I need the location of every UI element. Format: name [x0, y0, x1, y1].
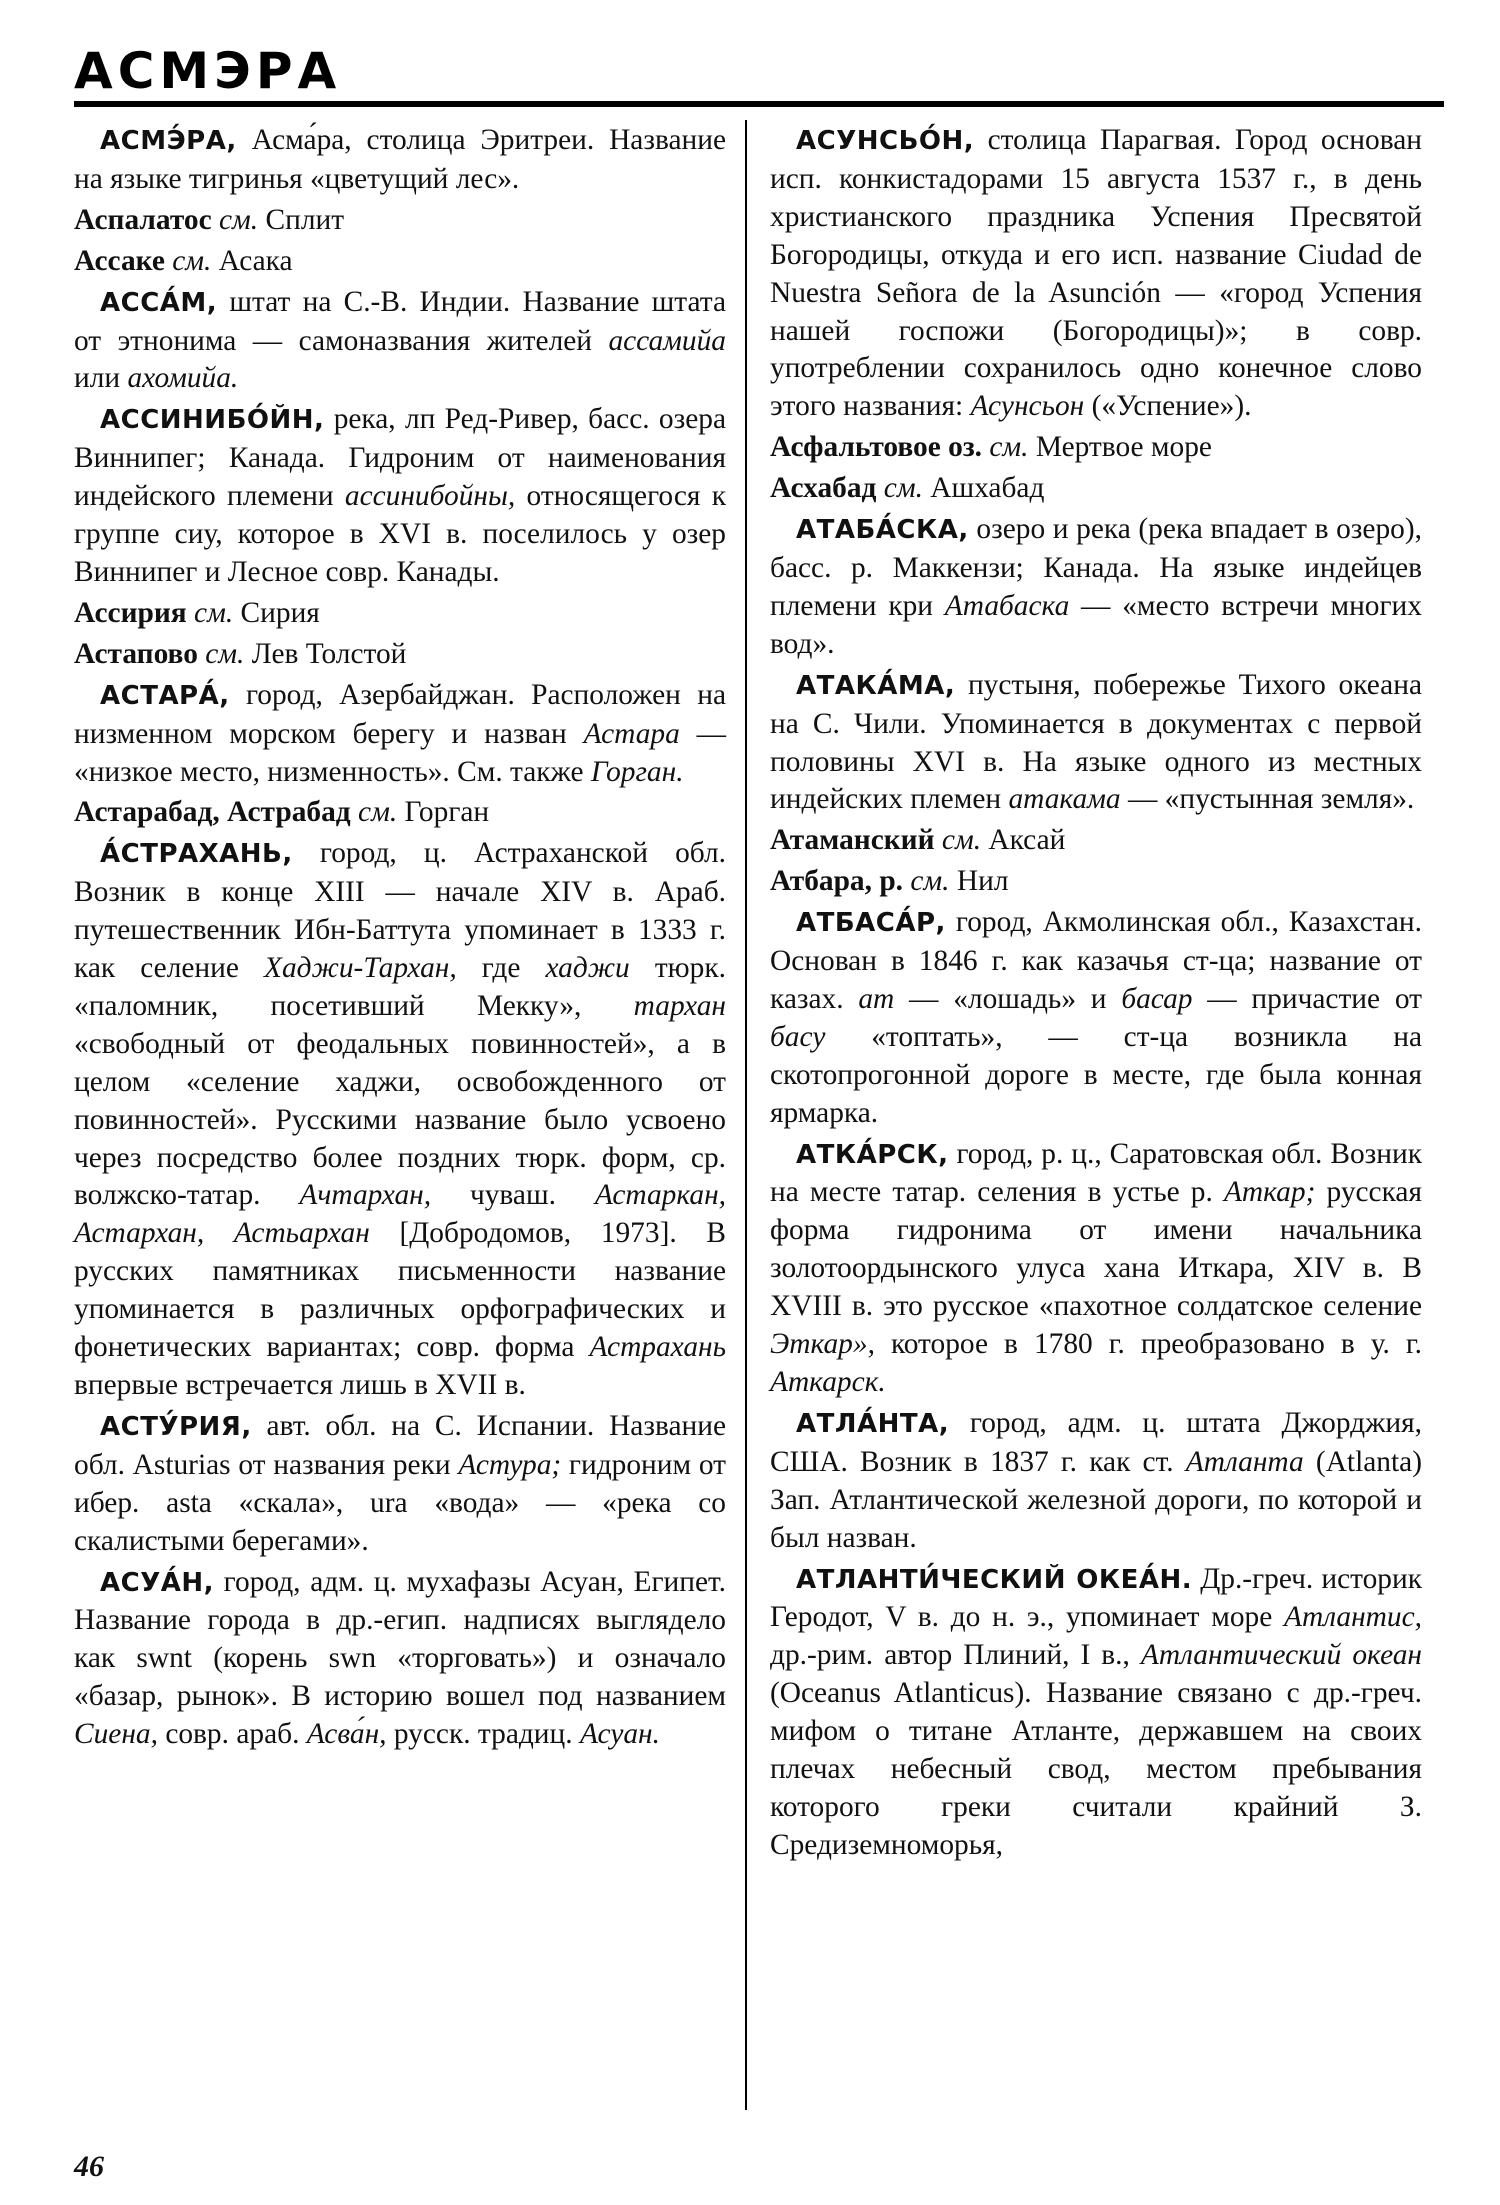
- body-text: (Oceanus Atlanticus). Название связано с др.-греч. мифом о титане Атланте, державшем на своих плечах небесный свод, местом пребывания которого греки считали крайний З. Средиземноморья,: [770, 1677, 1422, 1861]
- cross-reference-entry: [74, 243, 726, 281]
- headword: АСМЭ́РА,: [100, 126, 237, 156]
- italic-text: тархан: [633, 989, 726, 1022]
- xref-term: Асфальтовое оз.: [770, 431, 982, 464]
- italic-text: см.: [350, 796, 398, 829]
- body-text: Мертвое море: [1028, 431, 1212, 464]
- body-text: где: [456, 952, 546, 985]
- xref-term: Атбара, р.: [770, 865, 904, 898]
- body-text: др.-рим. автор Плиний, I в.,: [770, 1639, 1141, 1672]
- italic-text: Астара: [583, 717, 680, 750]
- headword: АТБАСА́Р,: [796, 908, 946, 939]
- body-text: Др.-греч. историк Геродот, V в. до н. э., упоминает море: [770, 1562, 1422, 1634]
- italic-text: Атланта: [1185, 1445, 1304, 1478]
- italic-text: басар: [1121, 982, 1193, 1015]
- dictionary-entry: [770, 511, 1422, 664]
- headword: АССА́М,: [100, 287, 218, 318]
- body-text: — «место встречи многих вод».: [770, 589, 1422, 660]
- body-text: совр. араб.: [157, 1718, 307, 1751]
- body-text: — «пустынная земля».: [1120, 783, 1415, 816]
- body-text: русск. традиц.: [386, 1718, 580, 1751]
- cross-reference-entry: [74, 636, 726, 674]
- body-text: [Добродомов, 1973]. В русских памятниках письменности название упоминается в различных орфографических и фонетических вариантах; совр. форма: [74, 1217, 726, 1364]
- body-text: — «лошадь» и: [894, 982, 1122, 1015]
- body-text: чуваш.: [431, 1179, 595, 1212]
- xref-term: Атаманский: [770, 824, 935, 857]
- italic-text: Ачтархан,: [299, 1179, 432, 1212]
- italic-text: Асунсьон: [970, 390, 1085, 423]
- italic-text: Астура;: [458, 1448, 562, 1481]
- body-text: штат на С.-В. Индии. Название штата от этнонима — самоназвания жителей: [74, 285, 726, 357]
- cross-reference-entry: [770, 822, 1422, 860]
- cross-reference-entry: [770, 429, 1422, 467]
- italic-text: ассамийа: [608, 324, 726, 357]
- headword: А́СТРАХАНЬ,: [100, 839, 293, 870]
- cross-reference-entry: [74, 794, 726, 832]
- body-text: столица Парагвая. Город основан исп. конкистадорами 15 августа 1537 г., в день христианского праздника Успения Пресвятой Богородицы, откуда и его исп. название Ciudad de Nuestra Señora de la Asunción — «город Успения нашей госпожи (Богородицы)»; в совр. употреблении сохранилось одно конечное слово этого названия:: [770, 124, 1422, 423]
- italic-text: ат: [858, 982, 895, 1015]
- body-text: город, р. ц., Саратовская обл. Возник на месте татар. селения в устье р.: [770, 1137, 1422, 1209]
- body-text: река, лп Ред-Ривер, басс. озера Виннипег; Канада. Гидроним от наименования индейского племени: [74, 403, 726, 513]
- cross-reference-entry: [74, 595, 726, 633]
- column-divider: [745, 120, 747, 2110]
- body-text: — причастие от: [1192, 982, 1422, 1015]
- italic-text: хаджи: [545, 952, 630, 985]
- body-text: город, Азербайджан. Расположен на низменном морском берегу и назван: [74, 678, 726, 750]
- italic-text: Атлантический океан: [1140, 1639, 1422, 1672]
- italic-text: Хаджи-Тархан,: [264, 952, 457, 985]
- dictionary-entry: [770, 1405, 1422, 1558]
- body-text: авт. обл. на С. Испании. Название обл. Asturias от названия реки: [74, 1409, 726, 1481]
- headword: АСУНСЬО́Н,: [796, 126, 975, 156]
- body-text: русская форма гидронима от имени начальника золотоордынского улуса хана Иткара, XIV в. В XVIII в. это русское «пахотное солдатское селение: [770, 1176, 1422, 1323]
- body-text: (Atlanta) Зап. Атлантической железной дороги, по которой и был назван.: [770, 1445, 1422, 1554]
- headword: АТЛА́НТА,: [796, 1408, 950, 1439]
- body-text: «свободный от феодальных повинностей», а в целом «селение хаджи, освобожденного от повинностей». Русскими название было усвоено через посредство более поздних тюрк. форм, ср. волжско-татар.: [74, 1027, 726, 1212]
- body-text: впервые встречается лишь в XVII в.: [74, 1369, 526, 1401]
- italic-text: см.: [981, 431, 1029, 464]
- headword: АТЛАНТИ́ЧЕСКИЙ ОКЕА́Н.: [796, 1564, 1193, 1595]
- italic-text: Аткарск.: [770, 1366, 886, 1398]
- body-text: город, адм. ц. штата Джорджия, США. Возник в 1837 г. как ст.: [770, 1406, 1422, 1478]
- body-text: которое в 1780 г. преобразовано в у. г.: [874, 1328, 1422, 1361]
- dictionary-entry: [74, 122, 726, 199]
- xref-term: Ассаке: [74, 244, 165, 277]
- body-text: Лев Толстой: [244, 637, 407, 670]
- headword: АССИНИБО́ЙН,: [100, 405, 325, 436]
- dictionary-entry: [770, 667, 1422, 820]
- headword: АТКА́РСК,: [796, 1139, 949, 1170]
- dictionary-entry: [770, 1136, 1422, 1402]
- body-text: — «низкое место, низменность». См. также: [74, 717, 726, 788]
- cross-reference-entry: [770, 863, 1422, 901]
- dictionary-entry: [74, 835, 726, 1405]
- body-text: Сирия: [233, 596, 320, 629]
- body-text: или: [74, 362, 128, 395]
- italic-text: Атабаска: [944, 589, 1070, 622]
- body-text: озеро и река (река впадает в озеро), басс. р. Маккензи; Канада. На языке индейцев племени кри: [770, 513, 1422, 622]
- right-column: [770, 122, 1422, 1868]
- xref-term: Астапово: [74, 637, 198, 670]
- italic-text: Аткар;: [1223, 1176, 1316, 1209]
- dictionary-entry: [74, 1408, 726, 1561]
- body-text: пустыня, побережье Тихого океана на С. Чили. Упоминается в документах с первой половины XVI в. На языке одного из местных индейских племен: [770, 668, 1422, 816]
- xref-term: Асхабад: [770, 472, 877, 505]
- dictionary-entry: [770, 122, 1422, 426]
- dictionary-entry: [74, 1564, 726, 1755]
- left-column: [74, 122, 726, 1757]
- italic-text: см.: [934, 824, 982, 857]
- body-text: тюрк. «паломник, посетивший Мекку»,: [74, 952, 726, 1022]
- italic-text: басу: [770, 1020, 826, 1053]
- italic-text: Астаркан, Астархан, Астьархан: [74, 1179, 727, 1250]
- body-text: Асма́ра, столица Эритреи. Название на языке тигринья «цветущий лес».: [74, 124, 726, 195]
- body-text: город, адм. ц. мухафазы Асуан, Египет. Название города в др.-егип. надписях выглядело как swnt (корень swn «торговать») и означало «базар, рынок». В историю вошел под названием: [74, 1565, 726, 1713]
- cross-reference-entry: [74, 202, 726, 240]
- xref-term: Астарабад, Астрабад: [74, 796, 351, 829]
- dictionary-entry: [74, 401, 726, 592]
- body-text: Нил: [949, 865, 1009, 898]
- headword: АСУА́Н,: [100, 1567, 215, 1598]
- italic-text: ассинибойны,: [344, 480, 516, 513]
- dictionary-entry: [770, 904, 1422, 1132]
- body-text: город, Акмолинская обл., Казахстан. Основан в 1846 г. как казачья ст-ца; название от казах.: [770, 906, 1422, 1015]
- page-number: 46: [74, 2150, 104, 2183]
- italic-text: см.: [903, 865, 950, 898]
- italic-text: Сиена,: [74, 1718, 158, 1751]
- italic-text: ахомийа.: [127, 362, 239, 395]
- italic-text: см.: [876, 472, 923, 505]
- body-text: относящегося к группе сиу, которое в XVI в. поселилось у озер Виннипег и Лесное совр. Канады.: [74, 480, 726, 588]
- headword: АТАБА́СКА,: [796, 515, 969, 546]
- italic-text: см.: [211, 203, 259, 236]
- headword: АСТАРА́,: [100, 680, 230, 711]
- italic-text: см.: [197, 637, 245, 670]
- italic-text: Горган.: [590, 755, 684, 788]
- dictionary-entry: [74, 284, 726, 399]
- body-text: гидроним от ибер. asta «скала», ura «вода» — «река со скалистыми берегами».: [74, 1448, 726, 1557]
- italic-text: Асва́н,: [306, 1718, 387, 1751]
- xref-term: Аспалатос: [74, 203, 212, 236]
- italic-text: Асуан.: [579, 1718, 660, 1751]
- italic-text: см.: [186, 596, 234, 629]
- body-text: город, ц. Астраханской обл. Возник в конце XIII — начале XIV в. Араб. путешественник Ибн-Баттута упоминает в 1333 г. как селение: [74, 837, 726, 985]
- body-text: («Успение»).: [1084, 390, 1252, 423]
- header-rule: [74, 101, 1444, 107]
- italic-text: атакама: [1008, 783, 1121, 816]
- body-text: «топтать», — ст-ца возникла на скотопрогонной дороге в месте, где была конная ярмарка.: [770, 1020, 1422, 1129]
- body-text: Асака: [211, 244, 293, 277]
- body-text: Горган: [397, 796, 490, 829]
- italic-text: Эткар»,: [770, 1328, 875, 1361]
- dictionary-entry: [74, 677, 726, 792]
- cross-reference-entry: [770, 470, 1422, 508]
- italic-text: см.: [164, 244, 212, 277]
- headword: АТАКА́МА,: [796, 670, 956, 701]
- italic-text: Атлантис,: [1284, 1601, 1422, 1634]
- body-text: Аксай: [981, 824, 1066, 857]
- italic-text: Астрахань: [589, 1331, 726, 1364]
- running-head: АСМЭРА: [74, 42, 342, 100]
- body-text: Ашхабад: [922, 472, 1045, 505]
- body-text: Сплит: [258, 203, 345, 236]
- xref-term: Ассирия: [74, 596, 187, 629]
- headword: АСТУ́РИЯ,: [100, 1411, 252, 1442]
- dictionary-entry: [770, 1561, 1422, 1865]
